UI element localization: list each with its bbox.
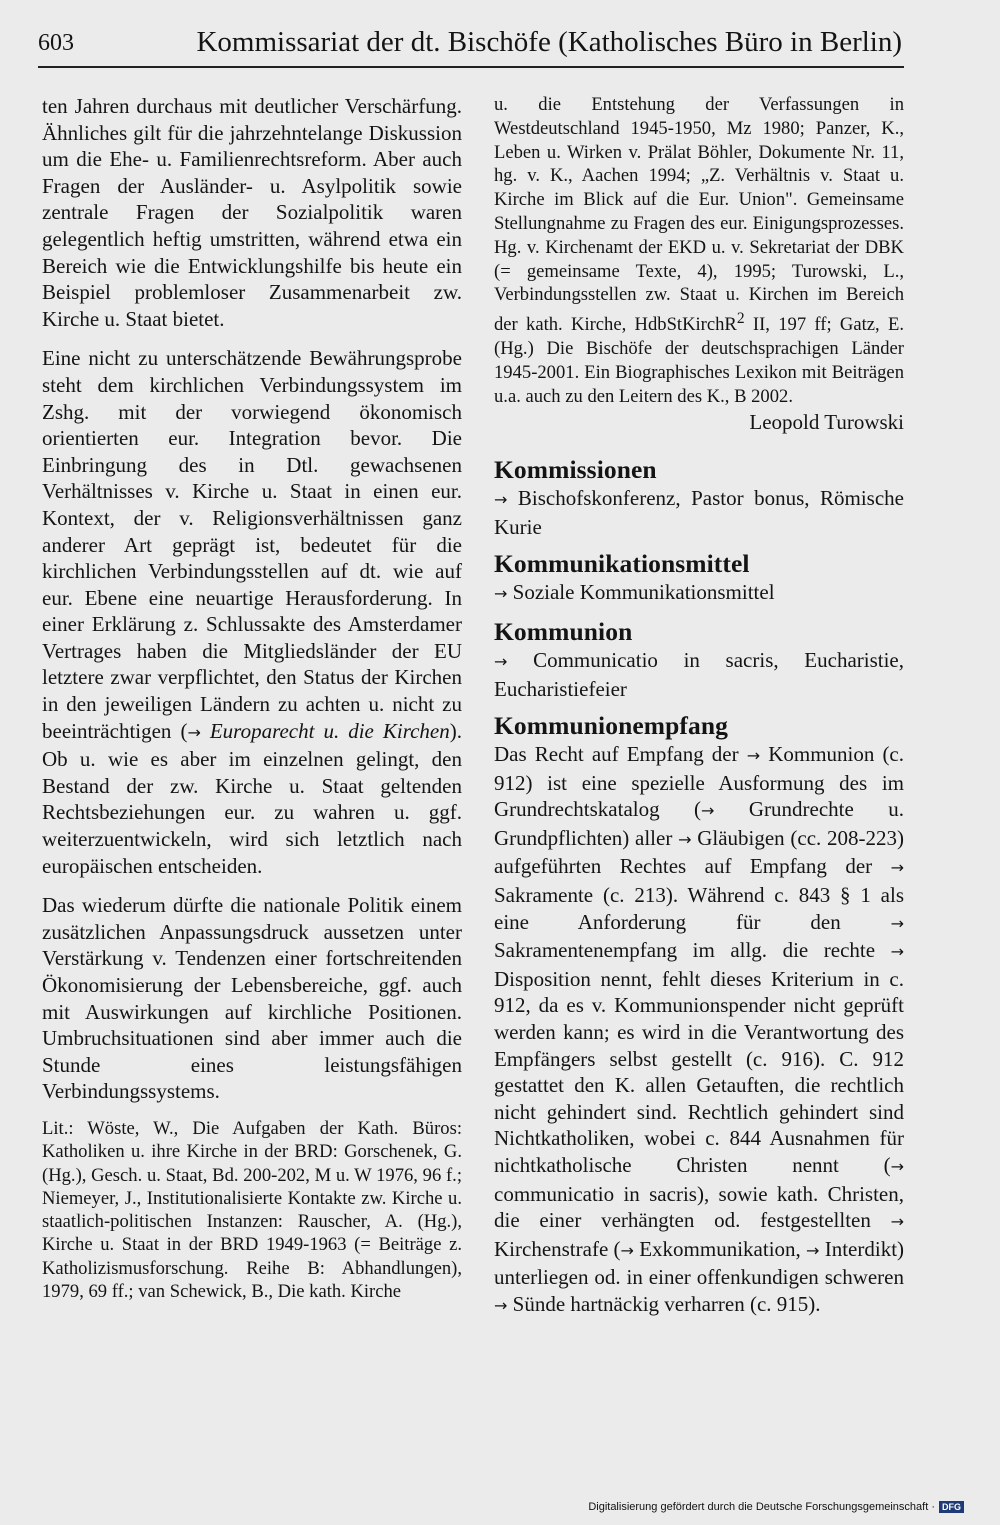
entry-ref-kommissionen bbox=[494, 485, 904, 540]
running-header bbox=[38, 26, 904, 68]
arrow-icon: → bbox=[890, 942, 904, 962]
arrow-icon: → bbox=[890, 858, 904, 878]
arrow-icon: → bbox=[678, 829, 692, 849]
literature-continued-b: II, 197 ff; Gatz, E. (Hg.) Die Bischöfe der deutschsprachigen Länder 1945-2001. Ein Biographisches Lexikon mit Beiträgen u.a. auch zu den Leitern des K., B 2002. bbox=[494, 314, 904, 407]
entry-heading-kommissionen: Kommissionen bbox=[494, 455, 657, 485]
page-number: 603 bbox=[38, 30, 74, 56]
body-text: Gläubigen (cc. 208-223) aufgeführten Rechtes auf Empfang der bbox=[494, 825, 905, 879]
body-text: Kommunion (c. 912) ist eine spezielle Ausformung des im Grundrechtskatalog ( bbox=[494, 742, 905, 822]
entry-body-kommunionempfang bbox=[494, 741, 904, 1319]
arrow-icon: → bbox=[187, 722, 201, 742]
entry-ref-kommunion bbox=[494, 647, 904, 702]
arrow-icon: → bbox=[494, 651, 508, 671]
arrow-icon: → bbox=[890, 1212, 904, 1232]
body-text: communicatio in sacris), sowie kath. Christen, die einer verhängten od. festgestellten bbox=[494, 1181, 904, 1233]
arrow-icon: → bbox=[746, 746, 761, 766]
entry-heading-kommunionempfang: Kommunionempfang bbox=[494, 711, 728, 741]
entry-heading-kommunikationsmittel: Kommunikationsmittel bbox=[494, 549, 750, 579]
right-column bbox=[494, 93, 904, 1320]
paragraph-2-text-b: ). Ob u. wie es aber im einzelnen gelingt, den Bestand der zw. Kirche u. Staat geltenden Rechtsbeziehungen eur. zu wahren u. ggf. weiterzuentwickeln, wird sich letztlich nach europäischen entscheiden. bbox=[42, 718, 462, 878]
left-column bbox=[42, 93, 462, 1303]
body-text: Das Recht auf Empfang der bbox=[494, 742, 747, 767]
literature-continued bbox=[494, 93, 904, 409]
body-text: Kirchenstrafe ( bbox=[494, 1236, 621, 1261]
author-signature: Leopold Turowski bbox=[749, 409, 904, 434]
arrow-icon: → bbox=[494, 1295, 508, 1315]
body-text: Sünde hartnäckig verharren (c. 915). bbox=[512, 1291, 821, 1316]
digitization-credit bbox=[588, 1501, 964, 1513]
reference-text: Bischofskonferenz, Pastor bonus, Römische Kurie bbox=[494, 486, 904, 539]
paragraph-1: ten Jahren durchaus mit deutlicher Verschärfung. Ähnliches gilt für die jahrzehntelange Diskussion um die Ehe- u. Familienrechtsreform. Aber auch Fragen der Ausländer- u. Asylpolitik sowie zentrale Fragen der Sozialpolitik waren gelegentlich heftig umstritten, während etwa ein Bereich wie die Entwicklungshilfe bis heute ein Beispiel problemloser Zusammenarbeit zw. Kirche u. Staat bietet. bbox=[42, 94, 462, 331]
paragraph-2-text-a: Eine nicht zu unterschätzende Bewährungsprobe steht dem kirchlichen Verbindungssystem im Zshg. mit der vorwiegend ökonomisch orientierten eur. Integration bevor. Die Einbringung des in Dtl. gewachsenen Verhältnisses v. Kirche u. Staat in einen eur. Kontext, der v. Religionsverhältnissen ganz anderer Art geprägt ist, bedeutet für die kirchlichen Verbindungsstellen auf dt. wie auf eur. Ebene eine neuartige Herausforderung. In einer Erklärung z. Schlussakte des Amsterdamer Vertrages haben die Mitgliedsländer der EU letztere zwar verpflichtet, den Status der Kirchen in den jeweiligen Ländern zu achten u. nicht zu beeinträchtigen ( bbox=[42, 346, 462, 743]
arrow-icon: → bbox=[494, 584, 508, 604]
arrow-icon: → bbox=[620, 1240, 634, 1260]
entry-ref-kommunikationsmittel bbox=[494, 579, 904, 608]
body-text: Sakramentenempfang im allg. die rechte bbox=[494, 938, 891, 963]
arrow-icon: → bbox=[890, 913, 904, 933]
body-text: Exkommunikation, bbox=[639, 1236, 807, 1261]
paragraph-3: Das wiederum dürfte die nationale Politik einem zusätzlichen Anpassungsdruck aussetzen unter Verstärkung v. Tendenzen einer fortschreitenden Ökonomisierung der Lebensbereiche, ggf. auch mit Auswirkungen auf kirchliche Positionen. Umbruchsituationen sind aber immer auch die Stunde eines leistungsfähigen Verbindungssystems. bbox=[42, 893, 462, 1104]
dfg-logo: DFG bbox=[939, 1501, 964, 1513]
paragraph-2 bbox=[42, 345, 462, 879]
literature-list: Lit.: Wöste, W., Die Aufgaben der Kath. Büros: Katholiken u. ihre Kirche in der BRD: Gorschenek, G. (Hg.), Gesch. u. Staat, Bd. 200-202, M u. W 1976, 96 f.; Niemeyer, J., Institutionalisierte Kontakte zw. Kirche u. staatlich-politischen Instanzen: Rauscher, A. (Hg.), Kirche u. Staat in der BRD 1949-1963 (= Beiträge z. Katholizismusforschung. Reihe B: Abhandlungen), 1979, 69 ff.; van Schewick, B., Die kath. Kirche bbox=[42, 1117, 462, 1303]
running-title: Kommissariat der dt. Bischöfe (Katholisches Büro in Berlin) bbox=[196, 26, 902, 58]
arrow-icon: → bbox=[806, 1240, 820, 1260]
body-text: Disposition nennt, fehlt dieses Kriterium in c. 912, da es v. Kommunionspender nicht geprüft werden kann; es wird in die Verantwortung des Empfängers selbst gestellt (c. 916). C. 912 gestattet den K. allen Getauften, die rechtlich nicht gehindert sind. Rechtlich gehindert sind Nichtkatholiken, wobei c. 844 Ausnahmen für nichtkatholische Christen nennt ( bbox=[494, 966, 904, 1178]
cross-reference: Europarecht u. die Kirchen bbox=[209, 718, 450, 743]
body-text: Sakramente (c. 213). Während c. 843 § 1 als eine Anforderung für den bbox=[494, 883, 904, 934]
literature-superscript: 2 bbox=[736, 310, 745, 328]
arrow-icon: → bbox=[701, 801, 715, 821]
literature-continued-a: u. die Entstehung der Verfassungen in Westdeutschland 1945-1950, Mz 1980; Panzer, K., Leben u. Wirken v. Prälat Böhler, Dokumente Nr. 11, hg. v. K., Aachen 1994; „Z. Verhältnis v. Staat u. Kirche im Blick auf die Eur. Union". Gemeinsame Stellungnahme zu Fragen des eur. Einigungsprozesses. Hg. v. Kirchenamt der EKD u. v. Sekretariat der DBK (= gemeinsame Texte, 4), 1995; Turowski, L., Verbindungsstellen zw. Staat u. Kirchen im Bereich der kath. Kirche, HdbStKirchR bbox=[494, 94, 904, 336]
reference-text: Communicatio in sacris, Eucharistie, Eucharistiefeier bbox=[494, 647, 904, 701]
arrow-icon: → bbox=[494, 490, 508, 510]
reference-text: Soziale Kommunikationsmittel bbox=[512, 580, 775, 605]
credit-text: Digitalisierung gefördert durch die Deutsche Forschungsgemeinschaft · bbox=[588, 1501, 935, 1513]
entry-heading-kommunion: Kommunion bbox=[494, 616, 633, 646]
arrow-icon: → bbox=[890, 1157, 904, 1177]
body-text: Grundrechte u. Grundpflichten) aller bbox=[494, 797, 905, 850]
body-text: Interdikt) unterliegen od. in einer offenkundigen schweren bbox=[494, 1236, 905, 1290]
